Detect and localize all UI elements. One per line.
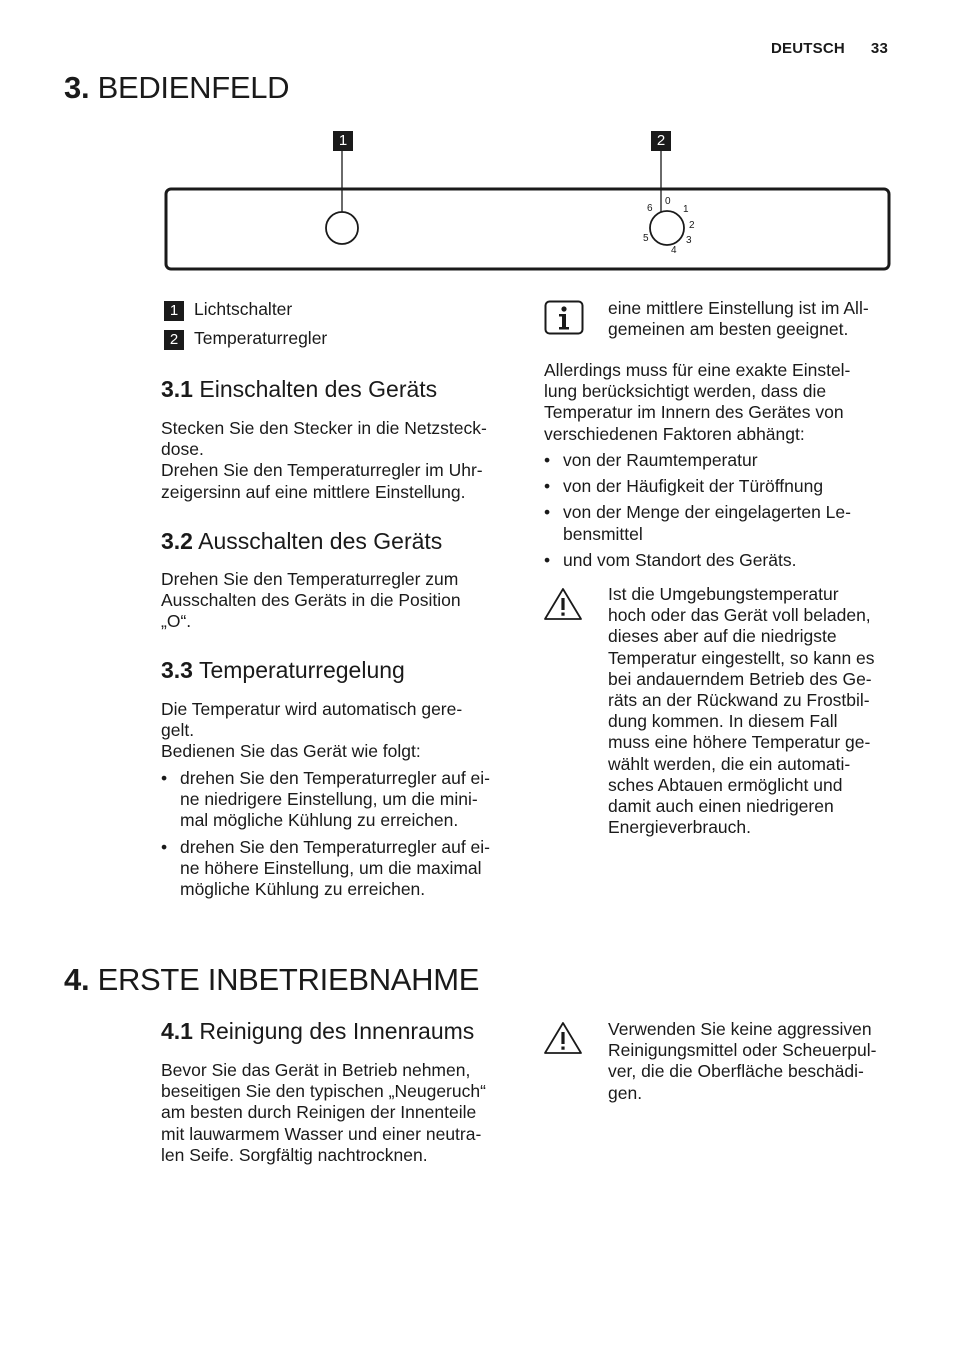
subsection-3-2-text: Drehen Sie den Temperaturregler zum Ausschalten des Geräts in die Position „O“. bbox=[161, 569, 461, 632]
subsection-3-3-list bbox=[161, 768, 531, 905]
subsection-title: Ausschalten des Geräts bbox=[198, 528, 443, 554]
list-item: • von der Häufigkeit der Türöffnung bbox=[544, 476, 904, 497]
dial-number-3: 3 bbox=[686, 235, 692, 246]
dial-number-2: 2 bbox=[689, 220, 695, 231]
warning-note-text: Ist die Umgebungstemperatur hoch oder das Gerät voll beladen, dieses aber auf die niedrigste Temperatur eingestellt, so kann es bei andauerndem Betrieb des Ge- räts an der Rückwand zu Frostbil- dung kommen. In diesem Fall muss eine höhere Temperatur ge- wählt werden, die ein automati- sches Abtauen ermöglicht und damit auch einen niedrigeren Energieverbrauch. bbox=[608, 584, 875, 838]
list-item: • drehen Sie den Temperaturregler auf ei- ne höhere Einstellung, um die maximal mögliche Kühlung zu erreichen. bbox=[161, 837, 531, 901]
subsection-number: 3.2 bbox=[161, 528, 193, 554]
light-switch-knob bbox=[326, 212, 358, 244]
subsection-title: Temperaturregelung bbox=[198, 657, 405, 683]
subsection-3-2-heading bbox=[161, 528, 442, 555]
info-note-text: eine mittlere Einstellung ist im All- gemeinen am besten geeignet. bbox=[608, 298, 869, 340]
legend bbox=[164, 297, 524, 355]
dial-number-1: 1 bbox=[683, 204, 689, 215]
legend-number: 1 bbox=[164, 301, 184, 321]
legend-label: Lichtschalter bbox=[194, 299, 293, 319]
info-icon bbox=[544, 300, 584, 336]
subsection-number: 3.1 bbox=[161, 376, 193, 402]
legend-number: 2 bbox=[164, 330, 184, 350]
section-4-number: 4. bbox=[64, 962, 90, 997]
section-3-number: 3. bbox=[64, 70, 90, 105]
callout-1: 1 bbox=[333, 131, 353, 151]
dial-number-0: 0 bbox=[665, 196, 671, 207]
subsection-number: 4.1 bbox=[161, 1018, 193, 1044]
control-panel-drawing bbox=[0, 0, 954, 290]
factors-list bbox=[544, 450, 904, 576]
legend-item bbox=[164, 326, 524, 355]
subsection-4-1-text: Bevor Sie das Gerät in Betrieb nehmen, beseitigen Sie den typischen „Neugeruch“ am besten durch Reinigen der Innenteile mit lauwarmem Wasser und einer neutra- len Seife. Sorgfältig nachtrocknen. bbox=[161, 1060, 486, 1165]
page-number: 33 bbox=[870, 40, 888, 57]
list-item: • und vom Standort des Geräts. bbox=[544, 550, 904, 571]
warning-icon bbox=[543, 586, 583, 622]
right-column-text: Allerdings muss für eine exakte Einstel- lung berücksichtigt werden, dass die Temperatur im Innern des Gerätes von verschiedenen Faktoren abhängt: bbox=[544, 360, 851, 444]
section-4-title: ERSTE INBETRIEBNAHME bbox=[97, 962, 480, 997]
legend-label: Temperaturregler bbox=[194, 328, 328, 348]
warning-icon bbox=[543, 1020, 583, 1056]
dial-number-5: 5 bbox=[643, 233, 649, 244]
subsection-3-3-heading bbox=[161, 657, 405, 684]
section-4-heading bbox=[64, 962, 479, 998]
subsection-3-1-heading bbox=[161, 376, 437, 403]
section-3-title: BEDIENFELD bbox=[97, 70, 290, 105]
legend-item bbox=[164, 297, 524, 326]
control-panel-diagram bbox=[0, 0, 954, 290]
dial-number-6: 6 bbox=[647, 203, 653, 214]
subsection-3-3-text: Die Temperatur wird automatisch gere- gelt. Bedienen Sie das Gerät wie folgt: bbox=[161, 699, 463, 762]
list-item: • drehen Sie den Temperaturregler auf ei- ne niedrigere Einstellung, um die mini- mal mögliche Kühlung zu erreichen. bbox=[161, 768, 531, 832]
list-item: • von der Raumtemperatur bbox=[544, 450, 904, 471]
header-language: DEUTSCH bbox=[771, 40, 845, 57]
list-item: • von der Menge der eingelagerten Le- bensmittel bbox=[544, 502, 904, 544]
dial-number-4: 4 bbox=[671, 245, 677, 256]
panel-outline bbox=[166, 189, 889, 269]
temperature-dial-knob bbox=[650, 211, 684, 245]
subsection-title: Einschalten des Geräts bbox=[199, 376, 438, 402]
subsection-4-1-heading bbox=[161, 1018, 474, 1045]
subsection-number: 3.3 bbox=[161, 657, 193, 683]
callout-2: 2 bbox=[651, 131, 671, 151]
warning-note-text: Verwenden Sie keine aggressiven Reinigungsmittel oder Scheuerpul- ver, die die Oberfläche beschädi- gen. bbox=[608, 1019, 877, 1103]
subsection-title: Reinigung des Innenraums bbox=[199, 1018, 475, 1044]
subsection-3-1-text: Stecken Sie den Stecker in die Netzsteck- dose. Drehen Sie den Temperaturregler im Uhr- zeigersinn auf eine mittlere Einstellung. bbox=[161, 418, 487, 502]
